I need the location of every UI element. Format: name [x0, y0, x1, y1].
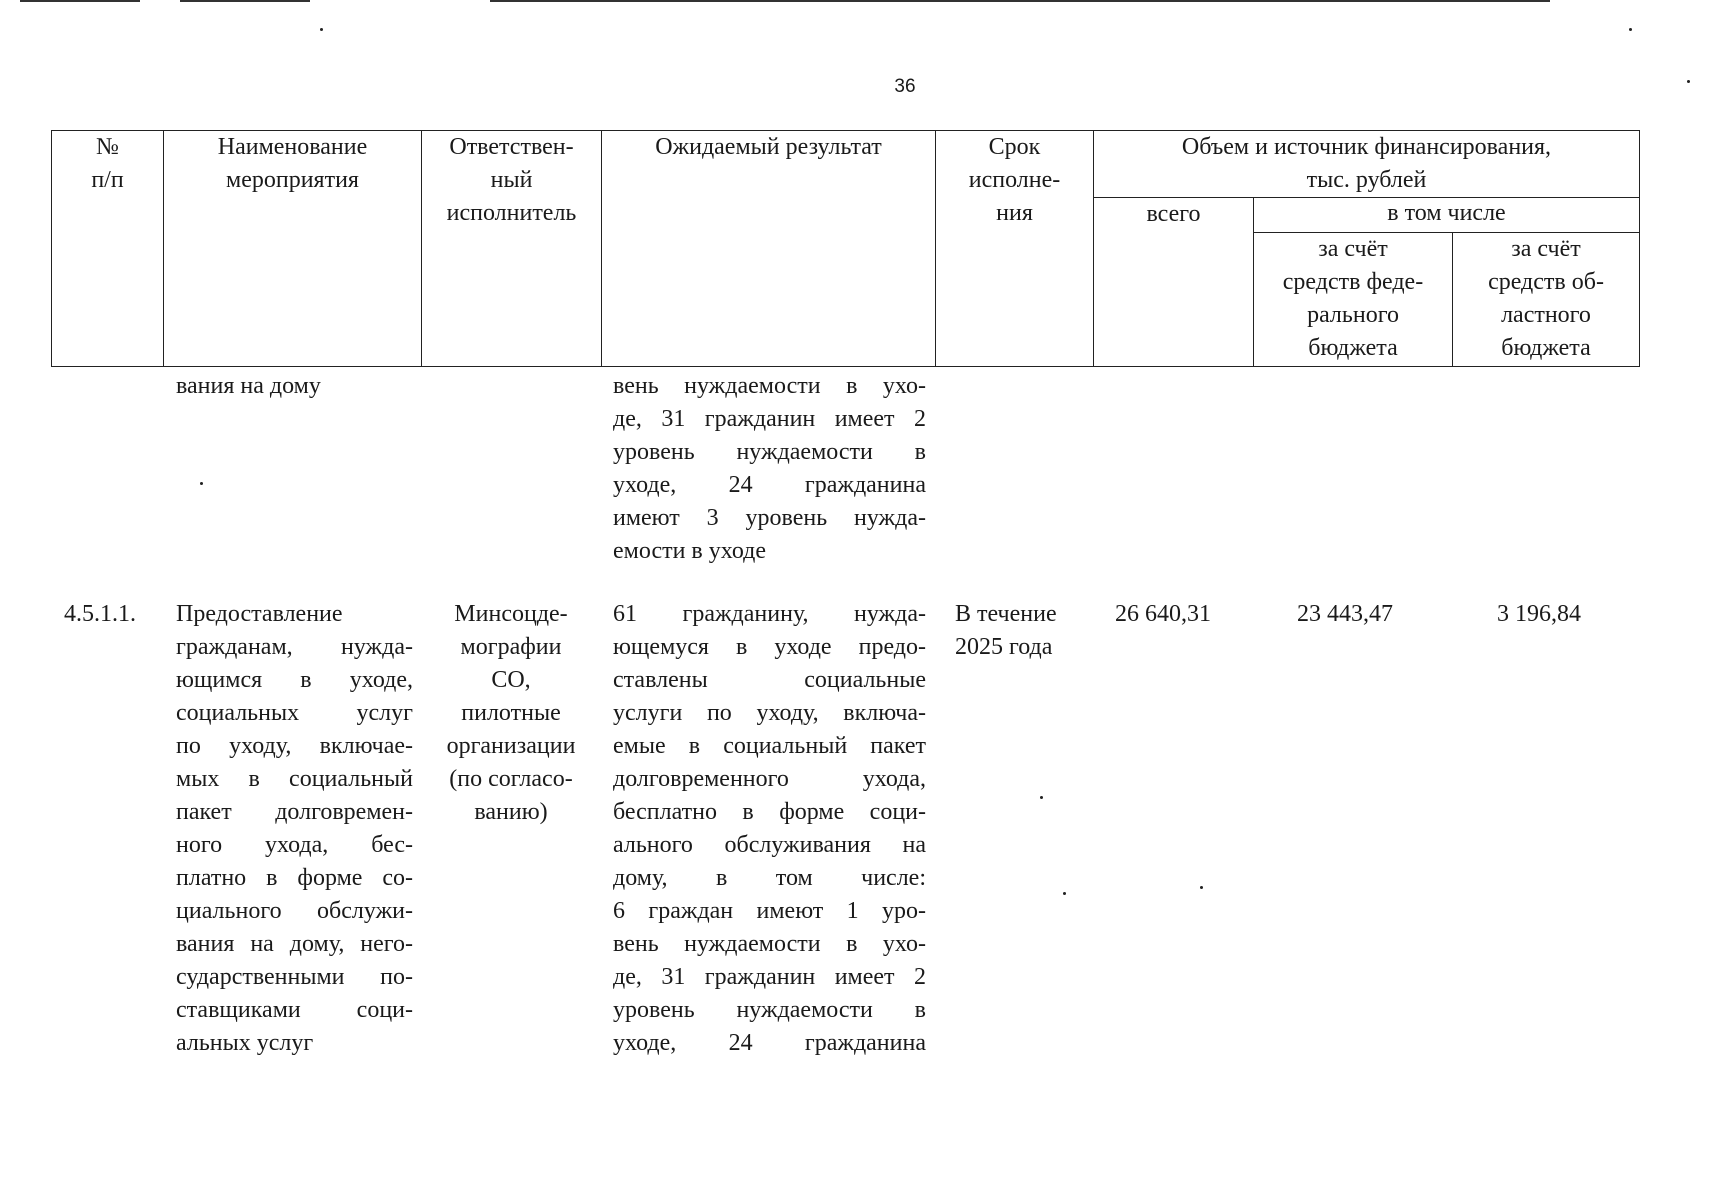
text-line: В течение: [955, 601, 1057, 627]
row-responsible: [428, 598, 594, 829]
text-line: гражданам, нужда-: [176, 634, 413, 660]
text-line: Минсоцде-: [454, 601, 568, 627]
text-line: пакет долговремен-: [176, 799, 413, 825]
text-line: платно в форме со-: [176, 865, 413, 891]
scan-speck: [1063, 892, 1066, 895]
text-line: вания на дому, него-: [176, 931, 413, 957]
header-cell-term: [935, 130, 1094, 367]
header-cell-including: [1253, 197, 1640, 233]
continuation-name: вания на дому: [176, 373, 321, 399]
text-line: Предоставление: [176, 601, 343, 627]
text-line: ставлены социальные: [613, 667, 926, 693]
text-line: социальных услуг: [176, 700, 413, 726]
row-total: 26 640,31: [1115, 601, 1211, 627]
text-line: вень нуждаемости в ухо-: [613, 931, 926, 957]
text-line: СО,: [491, 667, 531, 693]
header-term-text: Срок исполне- ния: [968, 134, 1061, 226]
row-federal: 23 443,47: [1297, 601, 1393, 627]
header-cell-regional: [1452, 232, 1640, 367]
text-line: де, 31 гражданин имеет 2: [613, 406, 926, 432]
header-cell-result: [601, 130, 936, 367]
text-line: бесплатно в форме соци-: [613, 799, 926, 825]
header-cell-federal: [1253, 232, 1453, 367]
text-line: 2025 года: [955, 634, 1053, 660]
scan-speck: [1200, 886, 1203, 889]
row-result: [613, 598, 926, 1060]
text-line: де, 31 гражданин имеет 2: [613, 964, 926, 990]
top-border-line: [180, 0, 310, 2]
text-line: уходе, 24 гражданина: [613, 1030, 926, 1056]
text-line: уходе, 24 гражданина: [613, 472, 926, 498]
text-line: по уходу, включае-: [176, 733, 413, 759]
scan-speck: [1687, 80, 1690, 83]
header-cell-total: [1093, 197, 1254, 367]
header-result-text: Ожидаемый результат: [655, 134, 882, 160]
text-line: 6 граждан имеют 1 уро-: [613, 898, 926, 924]
text-line: ставщиками соци-: [176, 997, 413, 1023]
scan-speck: [320, 28, 323, 31]
text-line: имеют 3 уровень нужда-: [613, 505, 926, 531]
text-line: дому, в том числе:: [613, 865, 926, 891]
scan-speck: [200, 482, 203, 485]
text-line: сударственными по-: [176, 964, 413, 990]
header-including-text: в том числе: [1387, 200, 1506, 226]
header-cell-num: [51, 130, 164, 367]
header-cell-funding: [1093, 130, 1640, 198]
row-regional: 3 196,84: [1497, 601, 1581, 627]
header-name-text: Наименование мероприятия: [217, 134, 368, 193]
text-line: ального обслуживания на: [613, 832, 926, 858]
header-federal-text: за счёт средств феде- рального бюджета: [1282, 236, 1424, 361]
row-name: [176, 598, 413, 1060]
header-regional-text: за счёт средств об- ластного бюджета: [1488, 236, 1604, 361]
text-line: долговременного ухода,: [613, 766, 926, 792]
text-line: организации: [446, 733, 576, 759]
text-line: уровень нуждаемости в: [613, 997, 926, 1023]
row-term: [955, 598, 1080, 664]
top-border-line: [20, 0, 140, 2]
continuation-result: [613, 370, 926, 568]
text-line: пилотные: [461, 700, 561, 726]
text-line: ного ухода, бес-: [176, 832, 413, 858]
header-cell-name: [163, 130, 422, 367]
row-number: 4.5.1.1.: [64, 601, 136, 627]
text-line: ванию): [474, 799, 548, 825]
text-line: альных услуг: [176, 1030, 314, 1056]
scan-speck: [1629, 28, 1632, 31]
header-responsible-text: Ответствен- ный исполнитель: [446, 134, 577, 226]
text-line: 61 гражданину, нужда-: [613, 601, 926, 627]
text-line: мых в социальный: [176, 766, 413, 792]
top-border-line: [490, 0, 1550, 2]
header-funding-text: Объем и источник финансирования, тыс. рублей: [1181, 134, 1552, 193]
header-total-text: всего: [1146, 201, 1201, 227]
scan-speck: [1040, 796, 1043, 799]
text-line: (по согласо-: [449, 766, 573, 792]
text-line: ющимся в уходе,: [176, 667, 413, 693]
text-line: уровень нуждаемости в: [613, 439, 926, 465]
page-number: 36: [894, 76, 916, 97]
header-num-text: № п/п: [91, 134, 124, 193]
text-line: емые в социальный пакет: [613, 733, 926, 759]
text-line: вень нуждаемости в ухо-: [613, 373, 926, 399]
text-line: циального обслужи-: [176, 898, 413, 924]
text-line: мографии: [460, 634, 562, 660]
text-line: услуги по уходу, включа-: [613, 700, 926, 726]
text-line: ющемуся в уходе предо-: [613, 634, 926, 660]
text-line: емости в уходе: [613, 538, 767, 564]
header-cell-responsible: [421, 130, 602, 367]
